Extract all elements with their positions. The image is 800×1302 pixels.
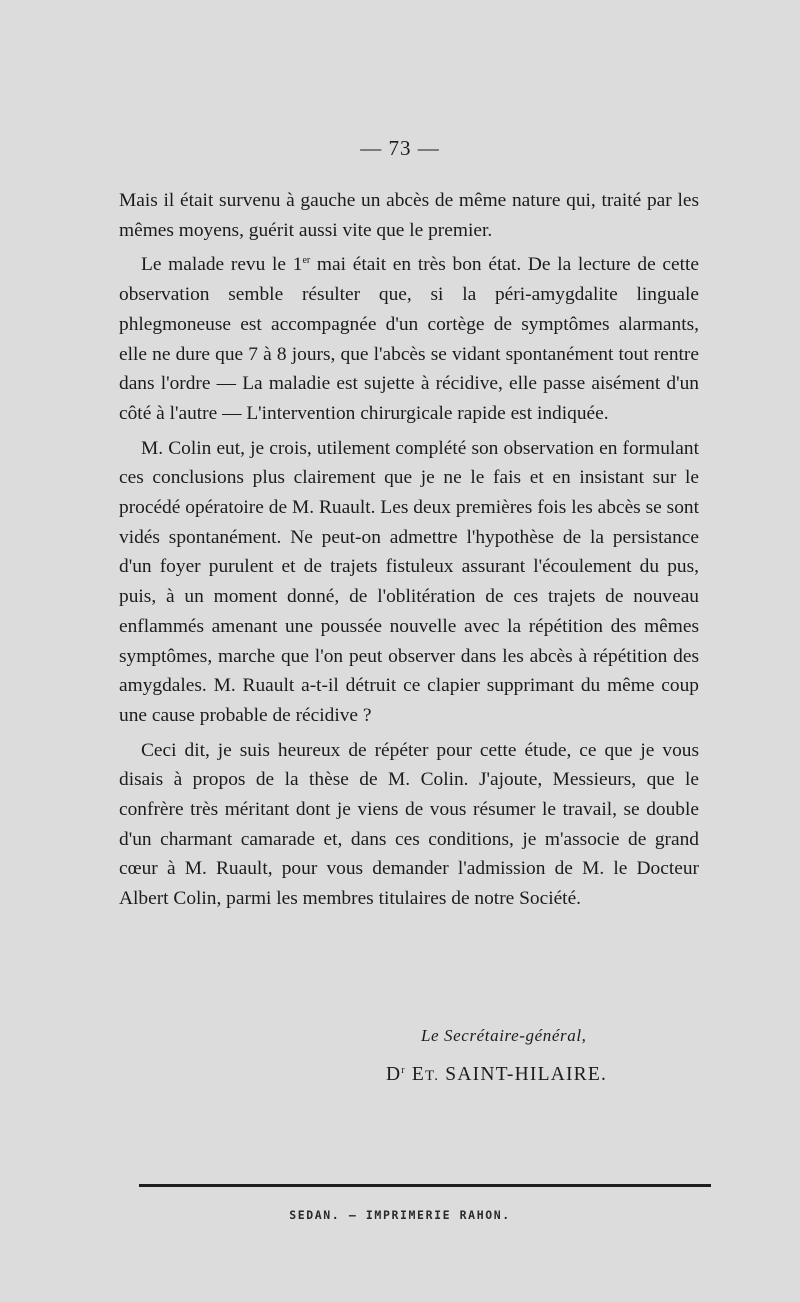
signature-title: Le Secrétaire-général,	[421, 1026, 587, 1045]
paragraph	[119, 250, 699, 428]
signature-name	[386, 1064, 607, 1086]
signature-prefix: D	[386, 1064, 402, 1085]
signature-et-rest: T.	[425, 1068, 440, 1084]
paragraph-text: mai était en très bon état. De la lecture de cette observation semble résulter que, si la péri-amygdalite linguale phlegmoneuse est accompagnée d'un cortège de symptômes alarmants, elle ne dure que 7 à 8 jours, que l'abcès se vidant spontanément tout rentre dans l'ordre — La maladie est sujette à récidive, elle passe aisément d'un côté à l'autre — L'intervention chirurgicale rapide est indiquée.	[119, 254, 699, 424]
signature-surname: SAINT-HILAIRE.	[439, 1064, 608, 1085]
footer-rule	[139, 1184, 711, 1187]
ordinal-superscript: er	[302, 255, 311, 267]
signature-et-initial: E	[405, 1064, 426, 1085]
printer-imprint: SEDAN. — IMPRIMERIE RAHON.	[289, 1208, 511, 1222]
signature-prefix-superscript: r	[401, 1065, 406, 1076]
paragraph: M. Colin eut, je crois, utilement complété son observation en formulant ces conclusions plus clairement que je ne le fais et en insistant sur le procédé opératoire de M. Ruault. Les deux premières fois les abcès se sont vidés spontanément. Ne peut-on admettre l'hypothèse de la persistance d'un foyer purulent et de trajets fistuleux assurant l'écoulement du pus, puis, à un moment donné, de l'oblitération de ces trajets de nouveau enflammés amenant une poussée nouvelle avec la répétition des mêmes symptômes, marche que l'on peut observer dans les abcès à répétition des amygdales. M. Ruault a-t-il détruit ce clapier supprimant du même coup une cause probable de récidive ?	[119, 437, 699, 726]
paragraph: Ceci dit, je suis heureux de répéter pour cette étude, ce que je vous disais à propos de la thèse de M. Colin. J'ajoute, Messieurs, que le confrère très méritant dont je viens de vous résumer le travail, se double d'un charmant camarade et, dans ces conditions, je m'associe de grand cœur à M. Ruault, pour vous demander l'admission de M. le Docteur Albert Colin, parmi les membres titulaires de notre Société.	[119, 739, 699, 910]
paragraph-text: Le malade revu le 1	[141, 254, 303, 276]
paragraph: Mais il était survenu à gauche un abcès de même nature qui, traité par les mêmes moyens, guérit aussi vite que le premier.	[119, 190, 699, 241]
page-number: — 73 —	[360, 136, 440, 160]
body-text	[119, 186, 699, 919]
